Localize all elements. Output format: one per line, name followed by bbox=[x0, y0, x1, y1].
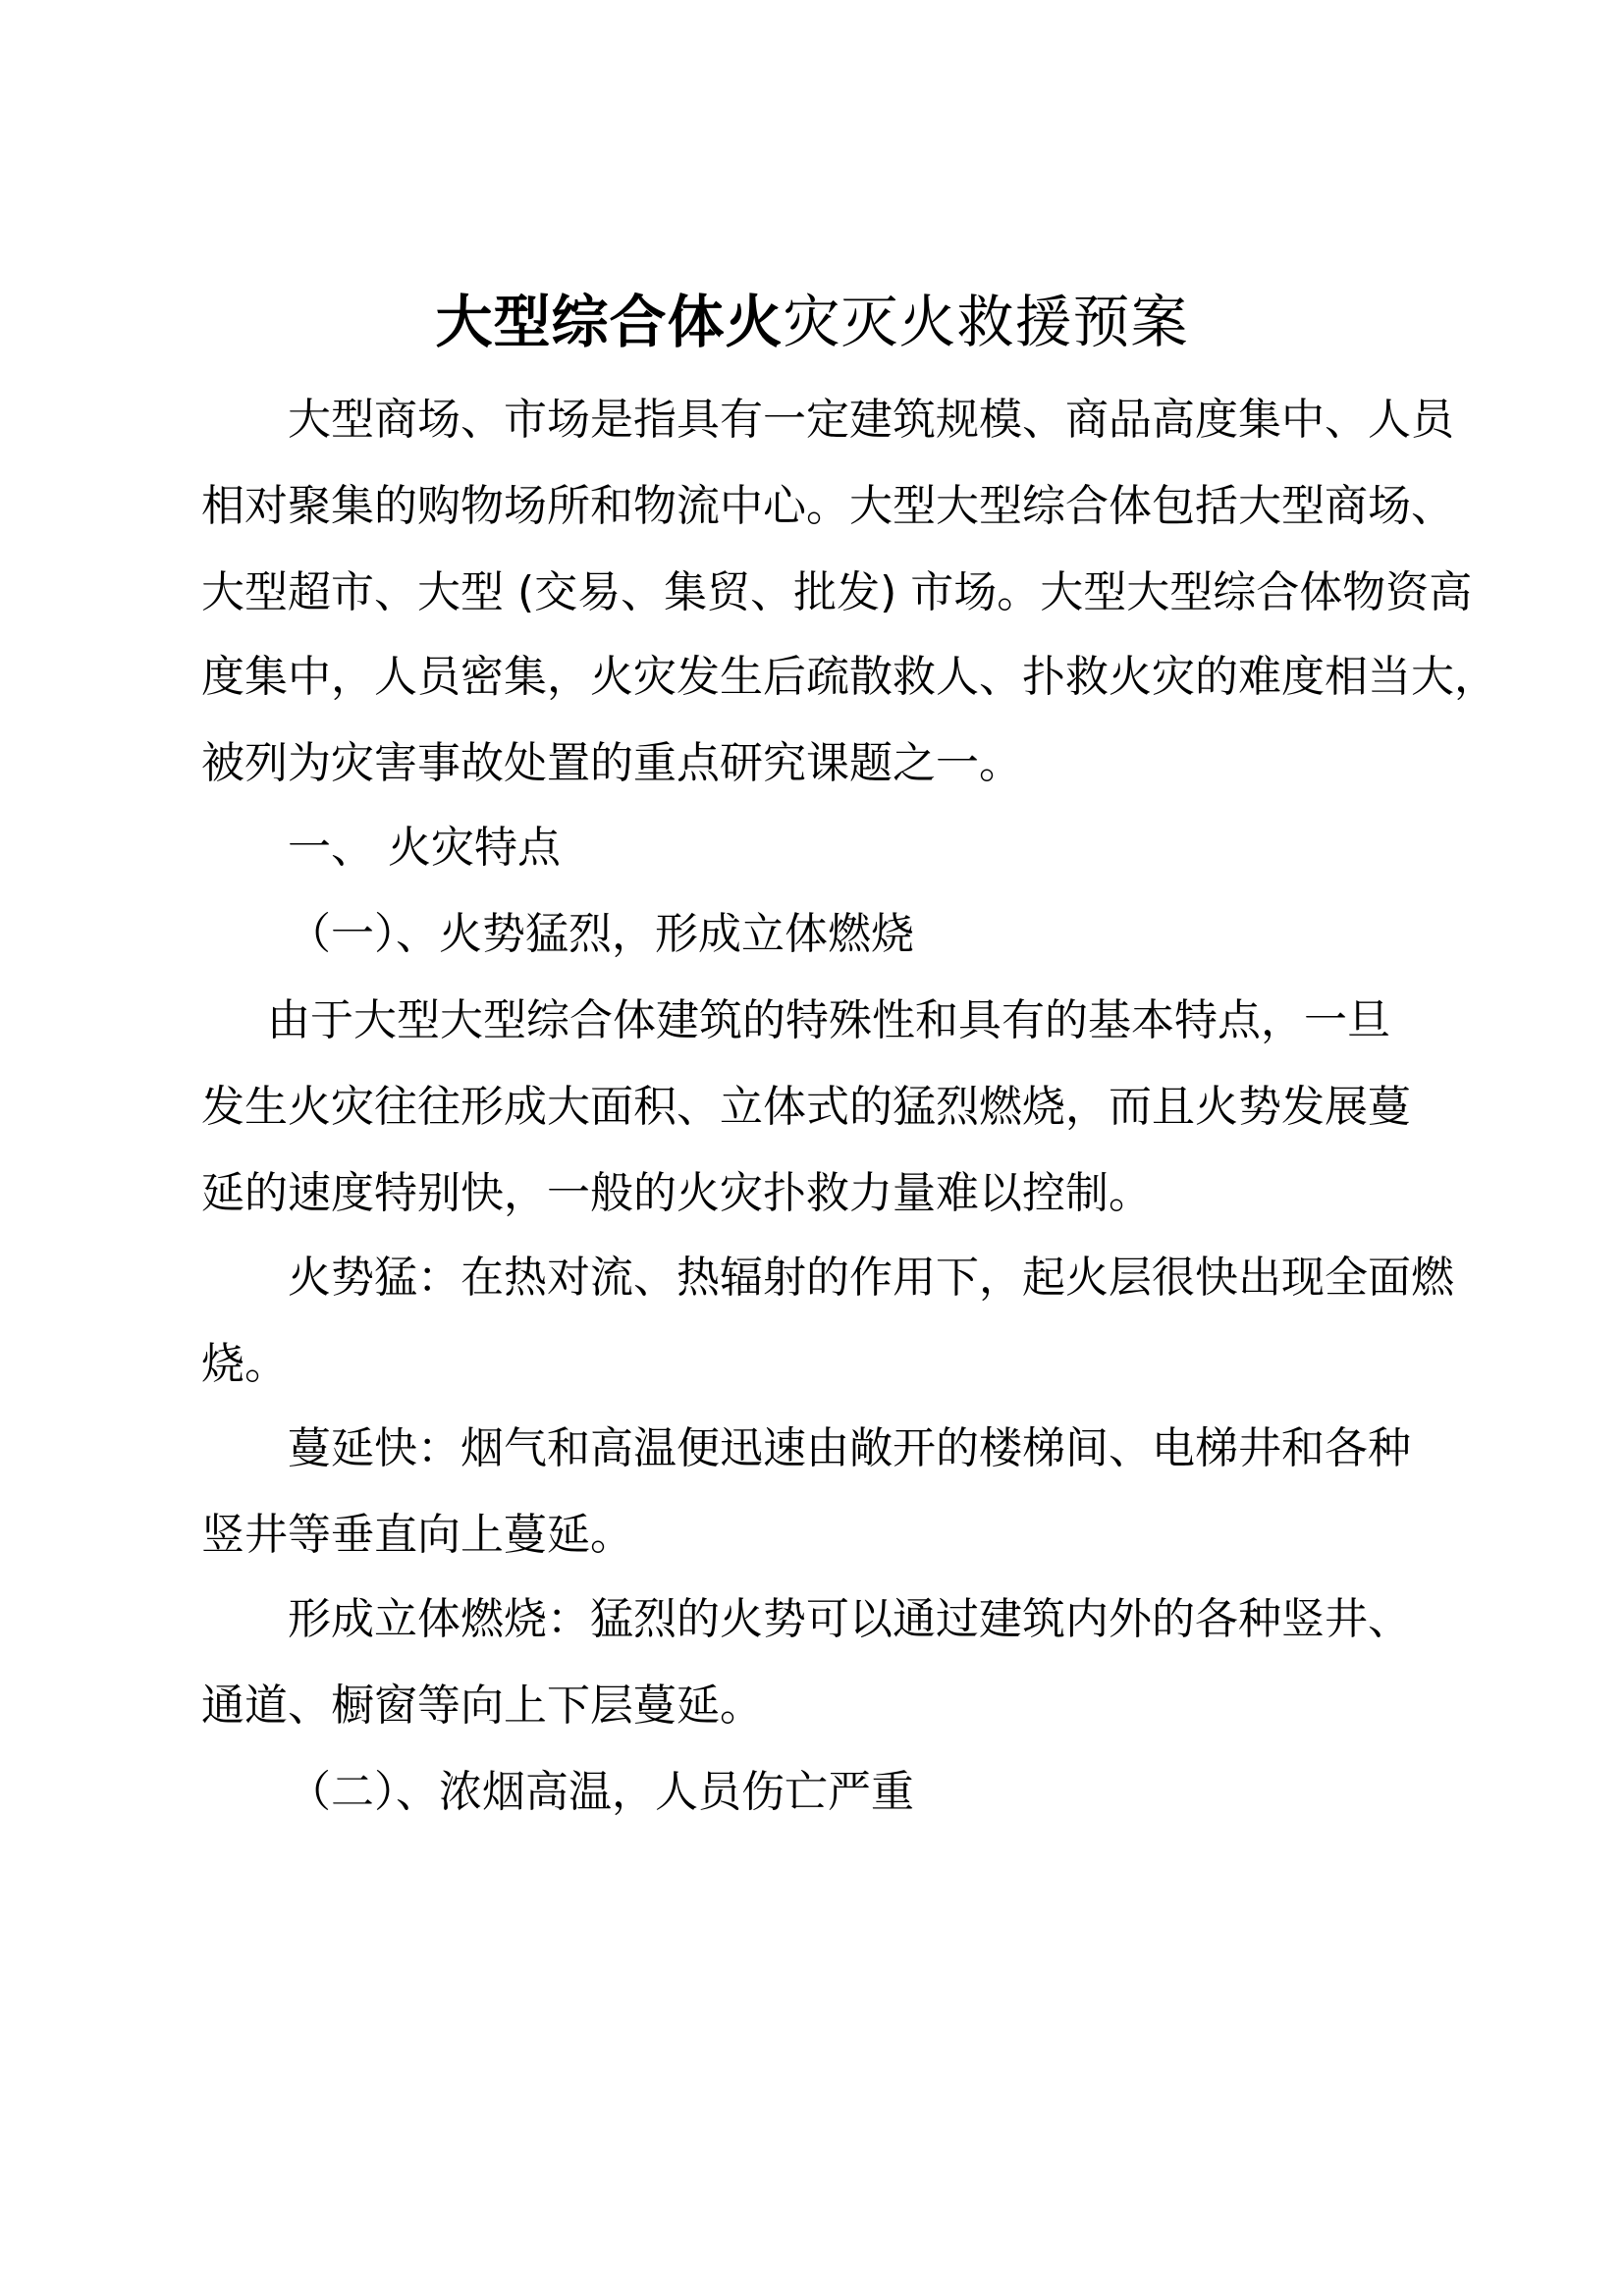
paragraph-intro-line-5: 被列为灾害事故处置的重点研究课题之一。 bbox=[201, 738, 1022, 788]
paragraph-feature-line-1: 由于大型大型综合体建筑的特殊性和具有的基本特点，一旦 bbox=[267, 995, 1390, 1045]
paragraph-fierce-line-2: 烧。 bbox=[201, 1339, 288, 1389]
paragraph-3d-burning-line-2: 通道、橱窗等向上下层蔓延。 bbox=[201, 1681, 763, 1731]
paragraph-intro-line-1: 大型商场、市场是指具有一定建筑规模、商品高度集中、人员 bbox=[288, 395, 1454, 445]
paragraph-3d-burning-line-1: 形成立体燃烧：猛烈的火势可以通过建筑内外的各种竖井、 bbox=[288, 1594, 1411, 1644]
subsection-heading-1: （一）、火势猛烈，形成立体燃烧 bbox=[288, 909, 914, 959]
paragraph-feature-line-2: 发生火灾往往形成大面积、立体式的猛烈燃烧，而且火势发展蔓 bbox=[201, 1082, 1411, 1132]
section-heading-1: 一、 火灾特点 bbox=[288, 823, 561, 873]
subsection-heading-2: （二）、浓烟高温，人员伤亡严重 bbox=[288, 1767, 914, 1817]
title-regular-part: 灾灭火救援预案 bbox=[783, 289, 1189, 355]
paragraph-intro-line-4: 度集中，人员密集，火灾发生后疏散救人、扑救火灾的难度相当大， bbox=[201, 652, 1497, 702]
paragraph-intro-line-2: 相对聚集的购物场所和物流中心。大型大型综合体包括大型商场、 bbox=[201, 481, 1454, 531]
paragraph-feature-line-3: 延的速度特别快，一般的火灾扑救力量难以控制。 bbox=[201, 1168, 1152, 1218]
document-title bbox=[0, 287, 1624, 357]
title-bold-part: 大型综合体火 bbox=[435, 289, 784, 355]
paragraph-spread-line-2: 竖井等垂直向上蔓延。 bbox=[201, 1510, 633, 1560]
paragraph-spread-line-1: 蔓延快：烟气和高温便迅速由敞开的楼梯间、电梯井和各种 bbox=[288, 1423, 1411, 1473]
paragraph-intro-line-3: 大型超市、大型 (交易、集贸、批发) 市场。大型大型综合体物资高 bbox=[201, 567, 1473, 617]
paragraph-fierce-line-1: 火势猛：在热对流、热辐射的作用下，起火层很快出现全面燃 bbox=[288, 1253, 1454, 1303]
